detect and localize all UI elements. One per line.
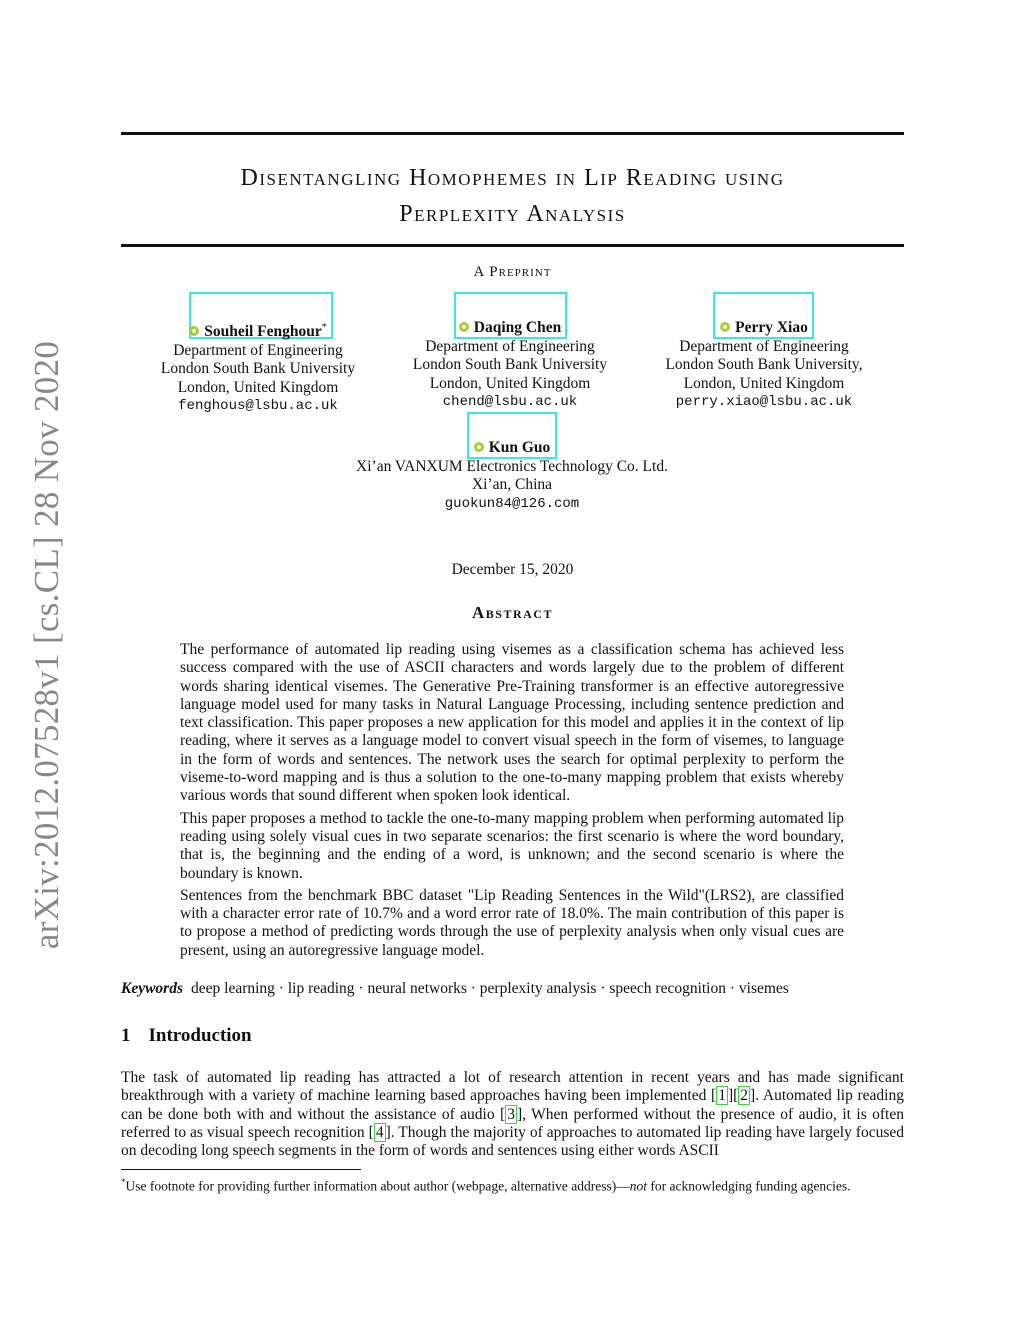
author-org: London South Bank University [160, 360, 356, 378]
citation-link[interactable]: 1 [718, 1087, 726, 1105]
abstract-heading: Abstract [472, 603, 553, 622]
top-rule [121, 132, 904, 135]
intro-text: ], When performed without the presence of audio, it is often referred to as visual speech recognition [ [121, 1105, 904, 1141]
footnote [121, 1174, 904, 1195]
arxiv-id: arXiv:2012.07528v1 [cs.CL] 28 Nov 2020 [27, 340, 66, 950]
abstract-paragraph-1: The performance of automated lip reading using visemes as a classification schema has achieved less success compared with the use of ASCII characters and words largely due to the problem of different words sharing identical visemes. The Generative Pre-Training transformer is an effective autoregressive language model used for many tasks in Natural Language Processing, including sentence prediction and text classification. This paper proposes a new application for this model and applies it in the context of lip reading, where it serves as a language model to convert visual speech in the form of visemes, to language in the form of words and sentences. The network uses the search for optimal perplexity to perform the viseme-to-word mapping and is thus a solution to the one-to-many mapping problem that exists whereby various words that sound different when spoken look identical. [180, 641, 844, 805]
author-location: London, United Kingdom [683, 374, 845, 392]
orcid-icon[interactable] [189, 326, 199, 336]
keywords-list: deep learning · lip reading · neural networks · perplexity analysis · speech recognition · visemes [191, 980, 789, 997]
keywords [121, 980, 904, 998]
author-email: guokun84@126.com [444, 495, 580, 512]
author-name[interactable]: Souheil Fenghour [204, 323, 322, 341]
intro-text: ]. Automated lip reading can be done both with and without the assistance of audio [ [121, 1087, 904, 1123]
author-dept: Department of Engineering [425, 337, 595, 355]
author-name[interactable]: Kun Guo [488, 439, 551, 456]
author-dept: Department of Engineering [679, 337, 849, 355]
preprint-label: A Preprint [473, 264, 552, 280]
keywords-label: Keywords [121, 980, 183, 997]
footnote-mark: * [121, 1177, 126, 1187]
footnote-text: for acknowledging funding agencies. [646, 1178, 851, 1194]
footnote-text: Use footnote for providing further information about author (webpage, alternative address)— [125, 1178, 630, 1194]
abstract-body [180, 641, 844, 964]
intro-text: ][ [727, 1087, 739, 1105]
section-heading [121, 1025, 252, 1047]
orcid-icon[interactable] [474, 442, 484, 452]
publication-date: December 15, 2020 [451, 561, 574, 578]
citation-link[interactable]: 3 [507, 1105, 515, 1123]
bottom-rule [121, 244, 904, 247]
abstract-paragraph-3: Sentences from the benchmark BBC dataset "Lip Reading Sentences in the Wild"(LRS2), are classified with a character error rate of 10.7% and a word error rate of 18.0%. The main contribution of this paper is to propose a method of predicting words through the use of perplexity analysis when only visual cues are present, using an autoregressive language model. [180, 886, 844, 959]
author-org: Xi’an VANXUM Electronics Technology Co. Ltd. [356, 457, 668, 475]
author-location: London, United Kingdom [177, 378, 339, 396]
author-dept: Department of Engineering [173, 341, 343, 359]
footnote-mark: * [321, 322, 327, 333]
author-3 [624, 319, 904, 412]
section-number: 1 [121, 1025, 131, 1046]
intro-text: ]. Though the majority of approaches to automated lip reading have largely focused on decoding long speech segments in the form of words and sentences using either words ASCII [121, 1123, 904, 1160]
author-location: Xi’an, China [471, 476, 553, 493]
author-4 [262, 439, 762, 513]
section-title: Introduction [148, 1025, 252, 1046]
author-location: London, United Kingdom [429, 374, 591, 392]
author-name[interactable]: Daqing Chen [473, 319, 562, 336]
intro-paragraph [121, 1069, 904, 1160]
abstract-paragraph-2: This paper proposes a method to tackle the one-to-many mapping problem when performing automated lip reading using solely visual cues in two separate scenarios: the first scenario is where the word boundary, that is, the beginning and the ending of a word, is unknown; and the second scenario is where the boundary is known. [180, 809, 844, 882]
title-line-1: Disentangling Homophemes in Lip Reading using [240, 165, 785, 191]
author-org: London South Bank University, [665, 356, 863, 373]
footnote-emphasis: not [629, 1178, 647, 1194]
author-1 [118, 319, 398, 416]
author-email: fenghous@lsbu.ac.uk [178, 398, 338, 415]
intro-text: The task of automated lip reading has attracted a lot of research attention in recent years and has made significant breakthrough with a variety of machine learning based approaches having been implemented [ [121, 1069, 904, 1105]
citation-link[interactable]: 4 [375, 1123, 384, 1141]
footnote-rule [121, 1169, 361, 1170]
author-2 [370, 319, 650, 412]
author-name[interactable]: Perry Xiao [735, 319, 808, 336]
orcid-icon[interactable] [720, 322, 730, 332]
author-email: perry.xiao@lsbu.ac.uk [675, 394, 853, 410]
title-line-2: Perplexity Analysis [399, 201, 626, 227]
paper-title [121, 160, 904, 232]
author-email: chend@lsbu.ac.uk [442, 394, 578, 410]
orcid-icon[interactable] [459, 322, 469, 332]
citation-link[interactable]: 2 [740, 1087, 749, 1105]
author-org: London South Bank University [412, 356, 608, 373]
